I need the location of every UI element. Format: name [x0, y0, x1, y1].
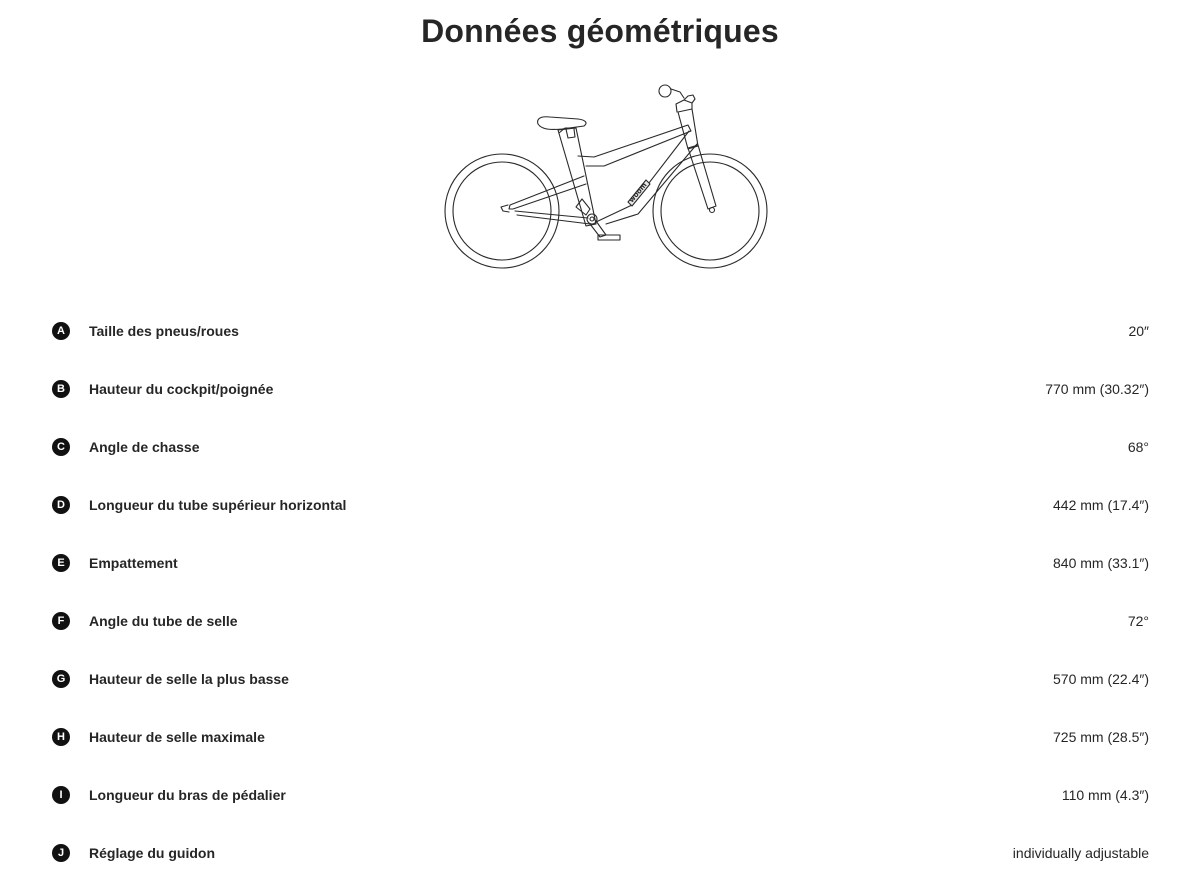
handlebar-icon	[659, 85, 695, 112]
geometry-label: Hauteur de selle maximale	[89, 729, 265, 745]
fork-icon	[688, 145, 716, 213]
bike-illustration	[440, 72, 780, 277]
geometry-row	[0, 650, 1200, 708]
geometry-value: 840 mm (33.1″)	[1053, 555, 1149, 571]
geometry-label: Taille des pneus/roues	[89, 323, 239, 339]
geometry-row	[0, 302, 1200, 360]
geometry-label: Angle de chasse	[89, 439, 200, 455]
geometry-label: Hauteur de selle la plus basse	[89, 671, 289, 687]
saddle-icon	[538, 117, 586, 138]
rear-wheel-icon	[445, 154, 559, 268]
woom-logo: woom	[627, 181, 649, 205]
geometry-row	[0, 534, 1200, 592]
badge-i: I	[52, 786, 70, 804]
badge-d: D	[52, 496, 70, 514]
geometry-row	[0, 824, 1200, 882]
geometry-row	[0, 418, 1200, 476]
geometry-value: 725 mm (28.5″)	[1053, 729, 1149, 745]
geometry-label: Angle du tube de selle	[89, 613, 238, 629]
frame-icon	[501, 109, 698, 226]
page-title: Données géométriques	[421, 13, 779, 49]
geometry-label: Empattement	[89, 555, 178, 571]
geometry-value: 770 mm (30.32″)	[1045, 381, 1149, 397]
geometry-value: 570 mm (22.4″)	[1053, 671, 1149, 687]
badge-h: H	[52, 728, 70, 746]
geometry-value: 68°	[1127, 439, 1149, 455]
badge-a: A	[52, 322, 70, 340]
crank-icon	[576, 199, 620, 240]
badge-e: E	[52, 554, 70, 572]
geometry-label: Hauteur du cockpit/poignée	[89, 381, 274, 397]
geometry-label: Réglage du guidon	[89, 845, 215, 861]
badge-f: F	[52, 612, 70, 630]
geometry-row	[0, 708, 1200, 766]
geometry-label: Longueur du tube supérieur horizontal	[89, 497, 347, 513]
geometry-row	[0, 360, 1200, 418]
geometry-label: Longueur du bras de pédalier	[89, 787, 286, 803]
badge-j: J	[52, 844, 70, 862]
geometry-row	[0, 766, 1200, 824]
geometry-row	[0, 592, 1200, 650]
geometry-value: 72°	[1127, 613, 1149, 629]
geometry-value: 20″	[1128, 323, 1149, 339]
geometry-value: 110 mm (4.3″)	[1061, 787, 1149, 803]
badge-c: C	[52, 438, 70, 456]
geometry-table	[0, 302, 1200, 882]
geometry-value: individually adjustable	[1012, 845, 1149, 861]
badge-b: B	[52, 380, 70, 398]
geometry-value: 442 mm (17.4″)	[1053, 497, 1149, 513]
geometry-row	[0, 476, 1200, 534]
badge-g: G	[52, 670, 70, 688]
